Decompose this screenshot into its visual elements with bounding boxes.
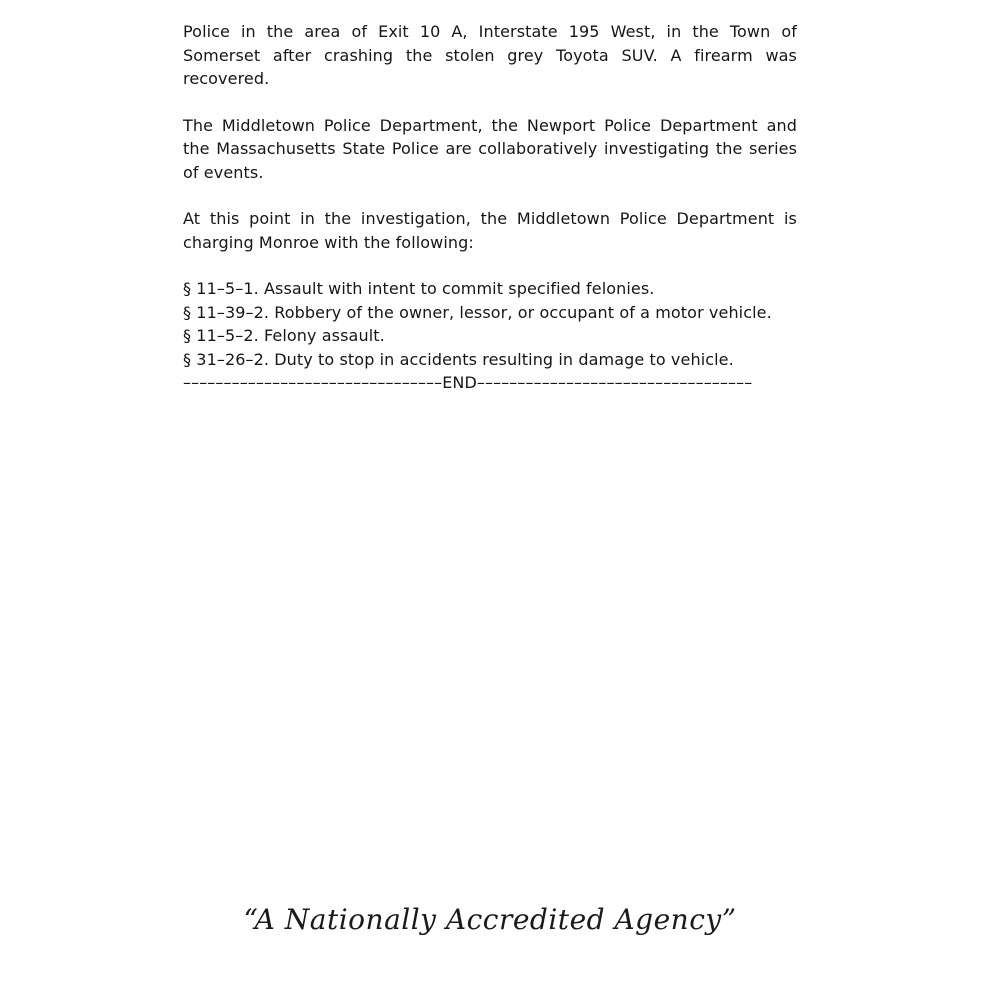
paragraph-charging: At this point in the investigation, the Middletown Police Department is charging Monroe with the following: (183, 209, 797, 252)
end-divider-left-dashes: –––––––––––––––––––––––––––––––– (183, 373, 443, 392)
paragraph-incident: Police in the area of Exit 10 A, Interstate 195 West, in the Town of Somerset after crashing the stolen grey Toyota SUV. A firearm was recovered. (183, 22, 797, 88)
end-divider-right-dashes: –––––––––––––––––––––––––––––––––– (476, 373, 753, 392)
charge-line: § 31–26–2. Duty to stop in accidents resulting in damage to vehicle. (183, 349, 734, 369)
charge-line: § 11–39–2. Robbery of the owner, lessor, or occupant of a motor vehicle. (183, 302, 772, 322)
footer-motto: “A Nationally Accredited Agency” (243, 903, 737, 936)
charges-list (183, 277, 797, 371)
document-body (183, 20, 797, 395)
end-divider-label: END (442, 373, 477, 392)
paragraph-investigation: The Middletown Police Department, the Newport Police Department and the Massachusetts State Police are collaboratively investigating the series of events. (183, 115, 797, 182)
charge-line: § 11–5–1. Assault with intent to commit specified felonies. (183, 279, 655, 298)
end-divider (183, 371, 797, 395)
charge-line: § 11–5–2. Felony assault. (183, 326, 385, 345)
